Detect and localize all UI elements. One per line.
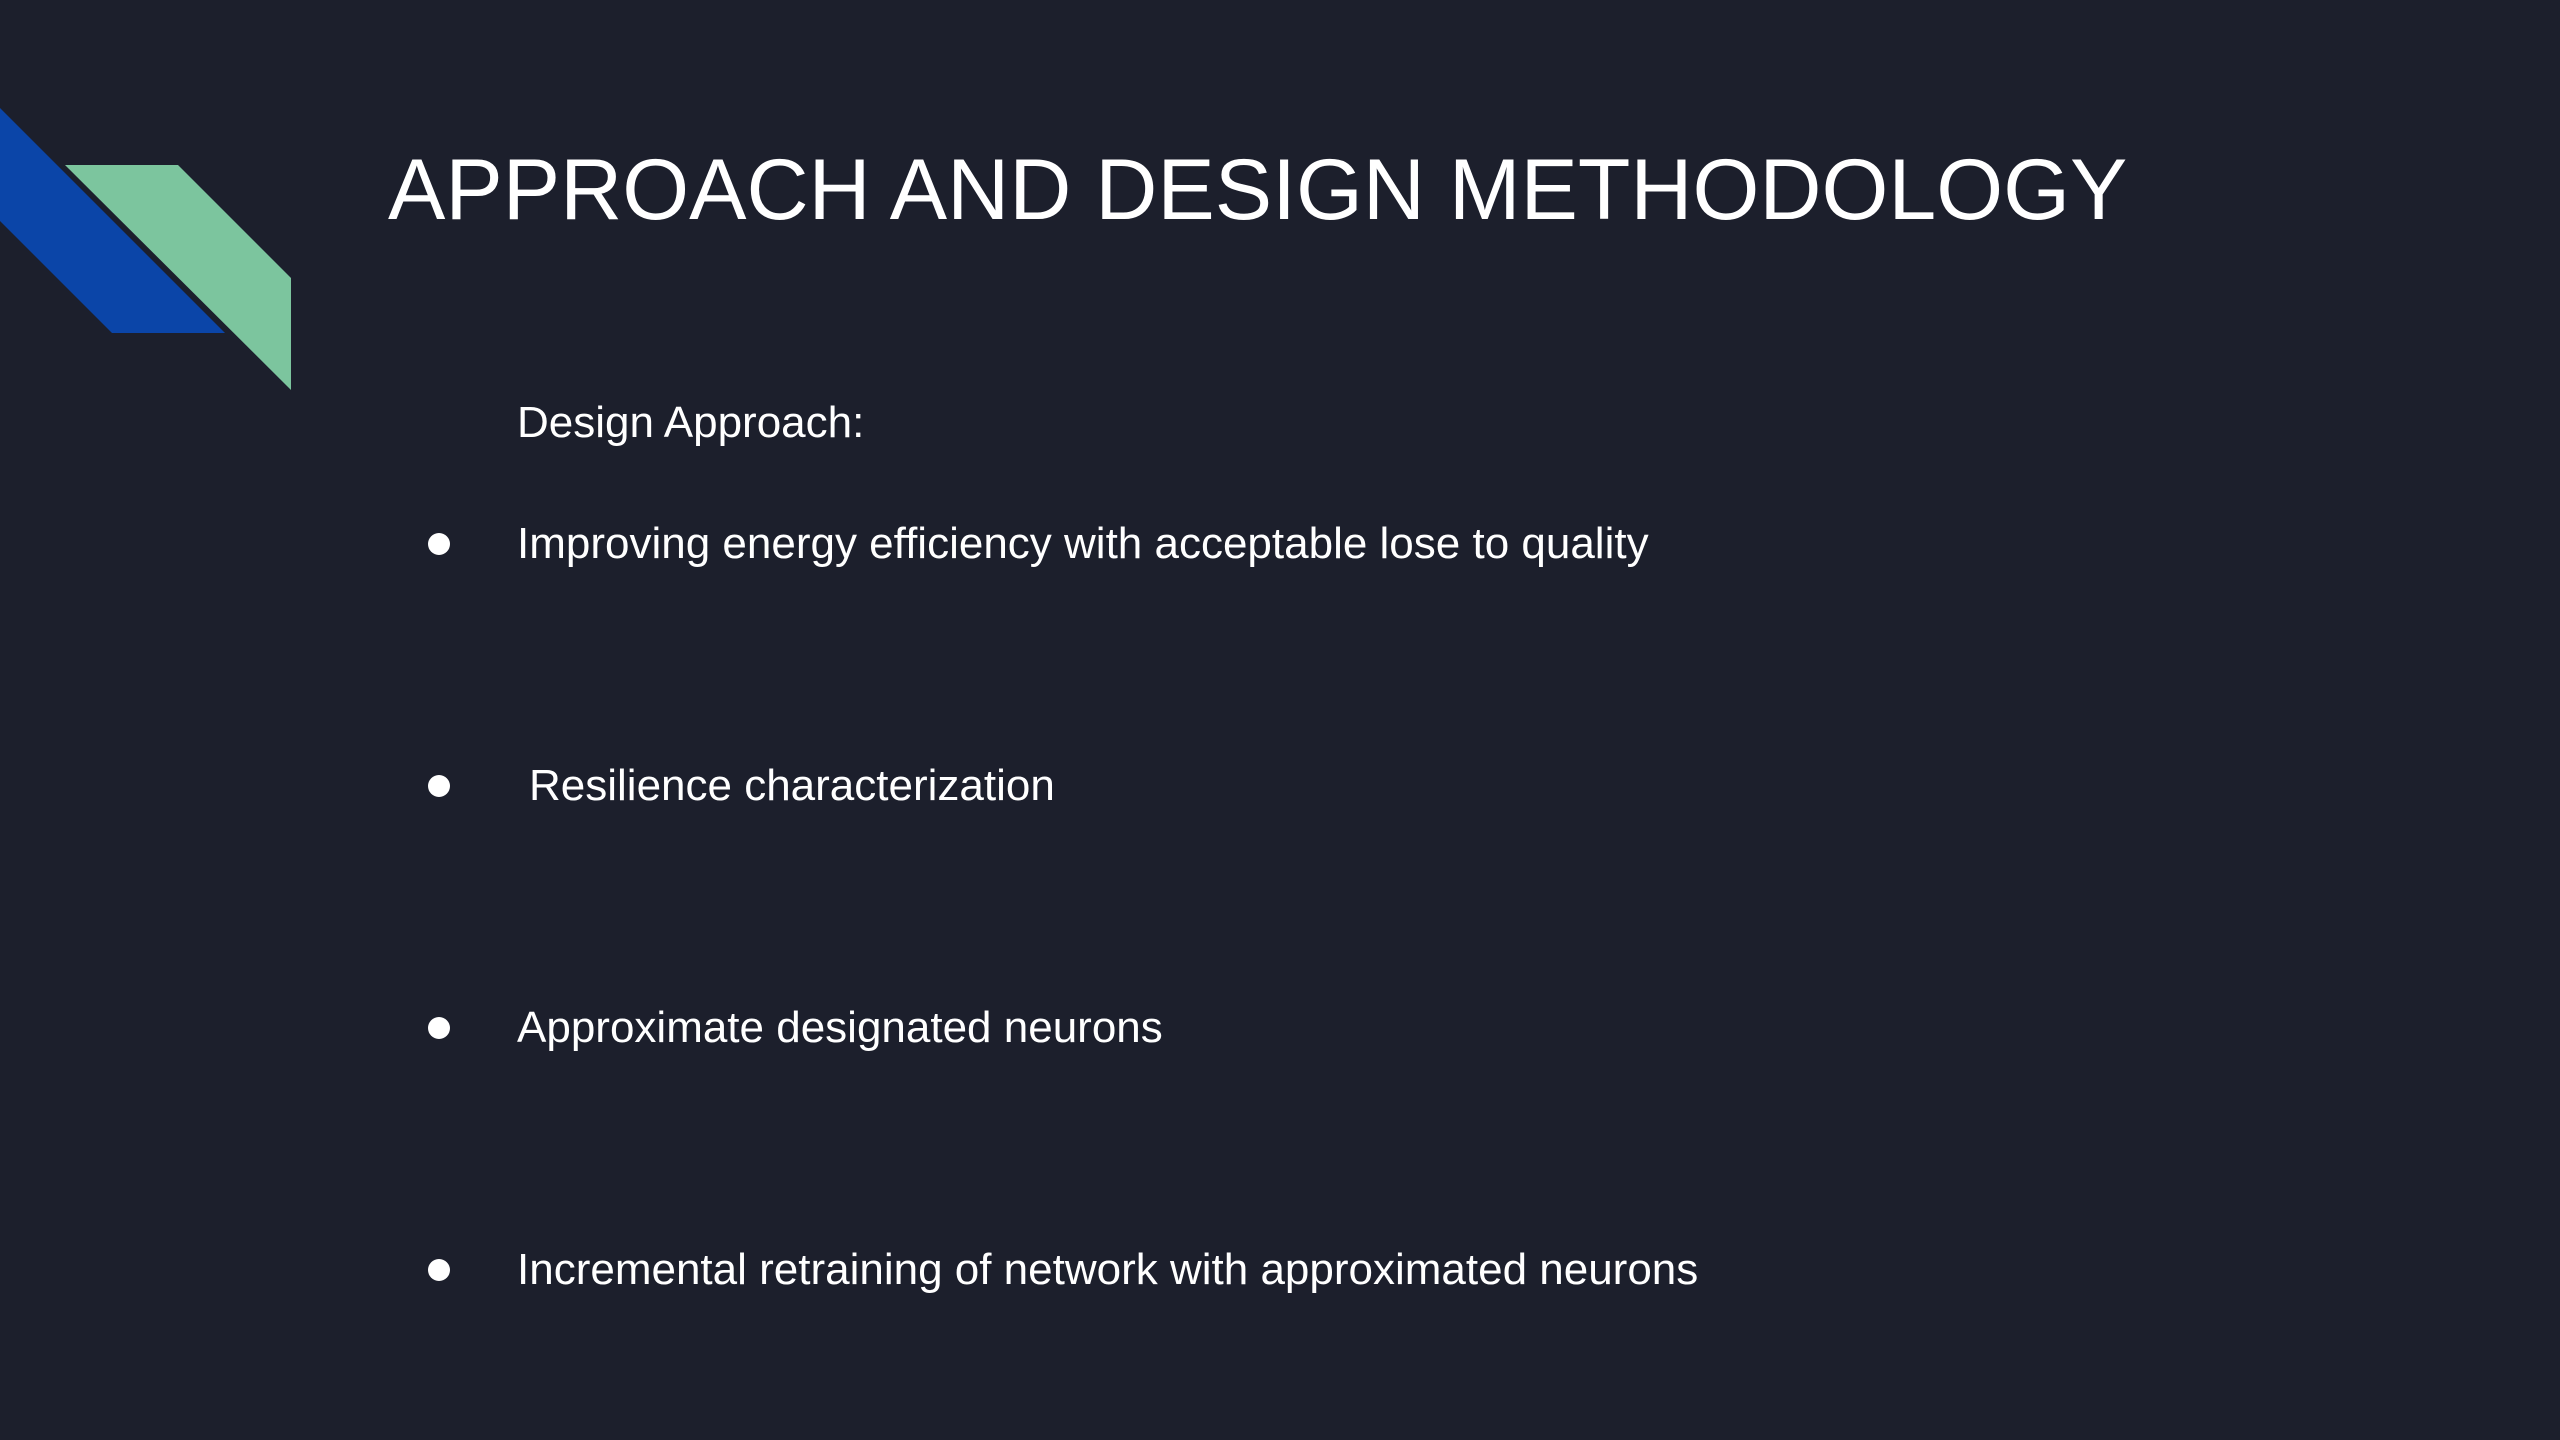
diagonal-stripes-decoration xyxy=(0,0,300,400)
bullet-item xyxy=(428,756,1055,816)
bullet-item xyxy=(428,514,1649,574)
filled-circle-bullet-icon xyxy=(428,533,450,555)
bullet-item xyxy=(428,1240,1699,1300)
bullet-text: Resilience characterization xyxy=(529,761,1055,810)
bullet-text: Improving energy efficiency with acceptable lose to quality xyxy=(517,519,1649,568)
bullet-text: Incremental retraining of network with approximated neurons xyxy=(517,1245,1699,1294)
design-approach-heading: Design Approach: xyxy=(517,398,865,447)
filled-circle-bullet-icon xyxy=(428,775,450,797)
filled-circle-bullet-icon xyxy=(428,1259,450,1281)
bullet-text: Approximate designated neurons xyxy=(517,1003,1163,1052)
filled-circle-bullet-icon xyxy=(428,1017,450,1039)
slide-title: APPROACH AND DESIGN METHODOLOGY xyxy=(388,142,2128,238)
bullet-item xyxy=(428,998,1163,1058)
